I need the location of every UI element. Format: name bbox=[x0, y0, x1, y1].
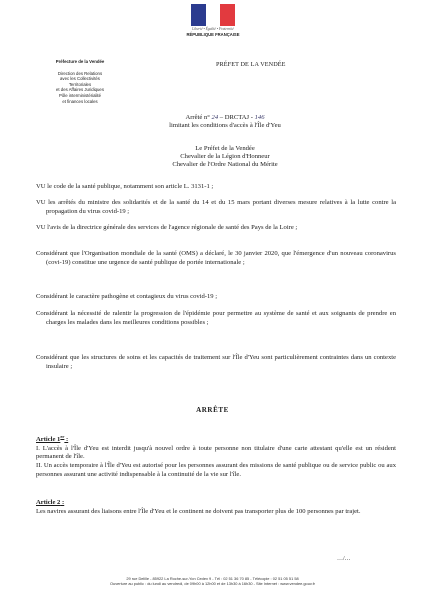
considerant-paragraph: Considérant que les structures de soins et les capacités de traitement sur l'Île d'Yeu sont particulièrement contraintes dans un contexte insulaire ; bbox=[36, 354, 396, 370]
french-flag-icon bbox=[191, 4, 235, 26]
page-footer bbox=[0, 576, 425, 586]
prefet-titles bbox=[60, 145, 390, 170]
arrete-number-prefix: Arrêté n° bbox=[185, 114, 210, 121]
article-2 bbox=[36, 499, 396, 516]
direction-line: avec les Collectivités Territoriales bbox=[60, 76, 100, 87]
visa-paragraph: VU les arrêtés du ministre des solidarités et de la santé du 14 et du 15 mars portant diverses mesure relatives à la lutte contre la propagation du virus covid-19 ; bbox=[36, 199, 396, 215]
considerant-paragraph: Considérant le caractère pathogène et contagieux du virus covid-19 ; bbox=[36, 293, 218, 300]
considerant-paragraph: Considérant que l'Organisation mondiale de la santé (OMS) a déclaré, le 30 janvier 2020, que l'émergence d'un nouveau coronavirus (covi-19) constitue une urgence de santé publique de portée internationale ; bbox=[36, 250, 396, 266]
footer-address: 29 rue Delille - 85922 La Roche-sur-Yon Cedex 9 - Tél : 02 51 36 70 85 - Télécopie : 02 51 05 51 58 bbox=[126, 576, 299, 581]
arrete-number-handwritten: 24 bbox=[211, 114, 219, 121]
article-heading: Article 1er : bbox=[36, 434, 69, 444]
prefet-title-line: Chevalier de la Légion d'Honneur bbox=[180, 153, 270, 161]
continuation-mark: …/… bbox=[337, 556, 351, 562]
article-paragraph: II. Un accès temporaire à l'Île d'Yeu est autorisé pour les personnes assurant des missions de santé publique ou de service public ou aux personnes assurant une activité indispensable à la continuité de la vie sur l'île. bbox=[36, 461, 396, 478]
prefet-heading: PRÉFET DE LA VENDÉE bbox=[216, 61, 286, 68]
direction-line: et des Affaires Juridiques bbox=[56, 87, 104, 93]
visa-paragraph: VU le code de la santé publique, notamment son article L. 3131-1 ; bbox=[36, 183, 214, 190]
article-heading: Article 2 : bbox=[36, 499, 65, 506]
issuing-office bbox=[50, 59, 110, 104]
prefet-title-line: Chevalier de l'Ordre National du Mérite bbox=[172, 161, 278, 169]
arrete-subject: limitant les conditions d'accès à l'Île d'Yeu bbox=[169, 122, 281, 130]
direction-line: Pôle interministérialité bbox=[58, 92, 102, 98]
marianne-logo bbox=[181, 4, 245, 37]
considerant-paragraph: Considérant la nécessité de ralentir la progression de l'épidémie pour permettre au système de santé et aux soignants de prendre en charges les malades dans les meilleures conditions possibles ; bbox=[36, 310, 396, 326]
article-1 bbox=[36, 433, 396, 479]
footer-hours: Ouverture au public : du lundi au vendredi, de 09h00 à 12h00 et de 13h30 à 16h30 - Site Internet : www.vendee.gouv.fr bbox=[110, 581, 315, 586]
article-paragraph: I. L'accès à l'Île d'Yeu est interdit jusqu'à nouvel ordre à toute personne non titulaire d'une carte attestant qu'elle est un résident permanent de l'île. bbox=[36, 444, 396, 461]
republic-motto: Liberté • Égalité • Fraternité bbox=[192, 27, 234, 31]
prefecture-name: Préfecture de la Vendée bbox=[55, 59, 105, 64]
prefet-title-line: Le Préfet de la Vendée bbox=[195, 145, 255, 152]
visa-paragraph: VU l'avis de la directrice générale des services de l'agence régionale de santé des Pays de la Loire ; bbox=[36, 224, 298, 231]
flag-white-band bbox=[206, 4, 221, 26]
flag-red-band bbox=[220, 4, 235, 26]
arrete-number-handwritten-2: 146 bbox=[254, 114, 265, 121]
direction-line: et finances locales bbox=[62, 98, 98, 104]
arrete-number-block bbox=[60, 114, 390, 130]
article-paragraph: Les navires assurant des liaisons entre l'Île d'Yeu et le continent ne doivent pas transporter plus de 100 personnes par trajet. bbox=[36, 507, 361, 515]
flag-blue-band bbox=[191, 4, 206, 26]
arrete-number bbox=[60, 114, 390, 122]
republic-name: RÉPUBLIQUE FRANÇAISE bbox=[186, 32, 240, 37]
direction-line: Direction des Relations bbox=[57, 70, 103, 76]
arrete-number-code: – DRCTAJ - bbox=[218, 114, 255, 121]
arrete-heading: ARRÊTE bbox=[196, 406, 229, 414]
